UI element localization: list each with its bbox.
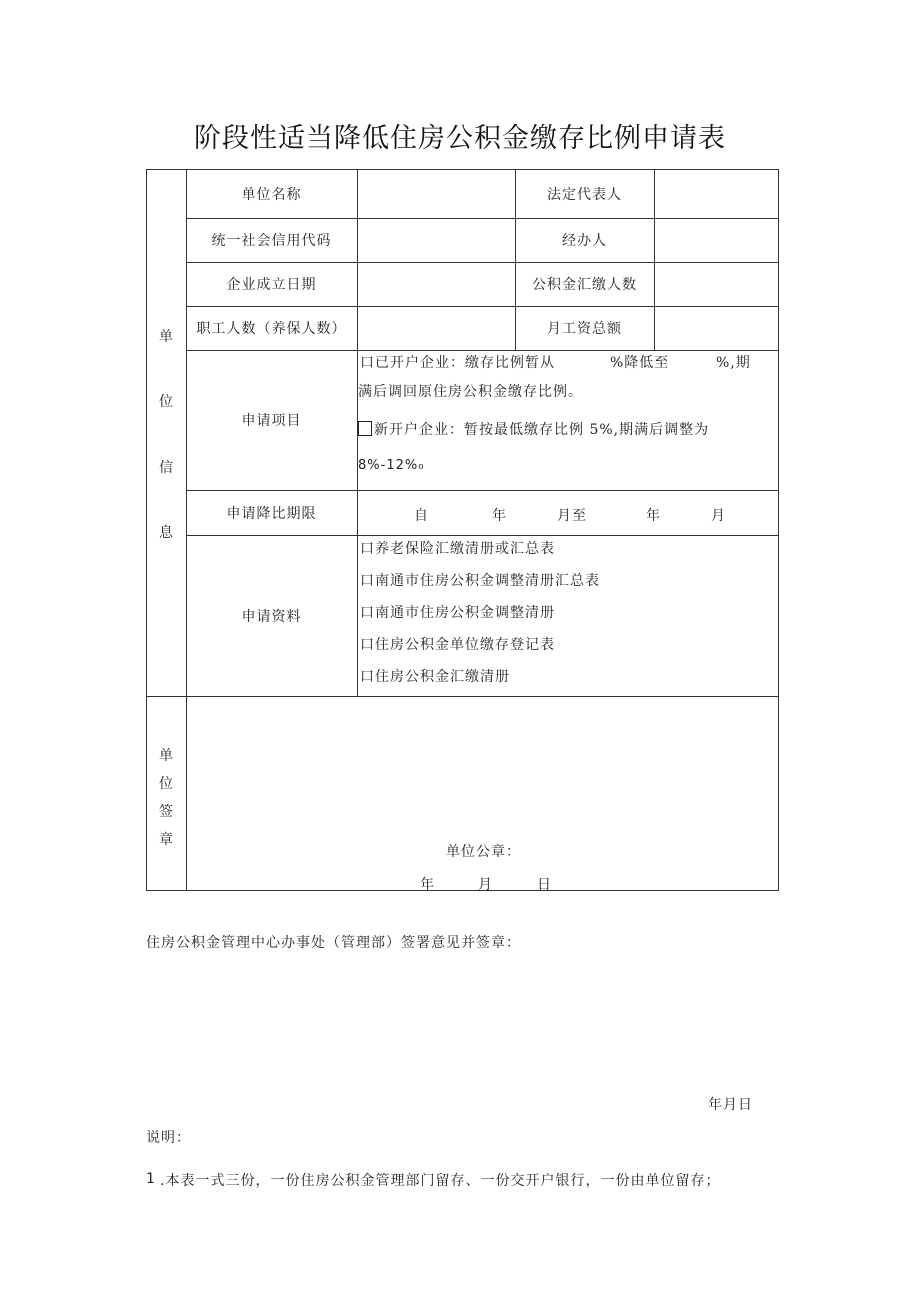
material-item[interactable]: 口养老保险汇缴清册或汇总表 <box>360 541 555 557</box>
option-existing-text-line2: 满后调回原住房公积金缴存比例。 <box>358 384 583 400</box>
side-char: 单 <box>159 748 173 764</box>
option-new-text-line2: 8%-12%₀ <box>358 458 425 473</box>
establish-date-field[interactable] <box>357 262 515 306</box>
side-char: 信 <box>159 460 173 476</box>
checkbox-icon[interactable] <box>358 421 372 436</box>
unit-name-field[interactable] <box>357 169 515 218</box>
fund-payer-count-field[interactable] <box>654 262 779 306</box>
side-char: 章 <box>159 832 173 848</box>
side-char: 息 <box>159 525 173 541</box>
office-opinion-date: 年月日 <box>708 1097 753 1113</box>
sign-month: 月 <box>478 877 493 893</box>
label-apply-item: 申请项目 <box>241 413 302 429</box>
label-handler: 经办人 <box>562 233 607 249</box>
divider <box>146 696 779 697</box>
side-char: 位 <box>159 394 173 410</box>
handler-field[interactable] <box>654 218 779 262</box>
form-title: 阶段性适当降低住房公积金缴存比例申请表 <box>194 123 726 154</box>
period-month-to: 月至 <box>557 508 587 524</box>
label-credit-code: 统一社会信用代码 <box>211 233 332 249</box>
notes-title: 说明： <box>146 1130 191 1146</box>
side-char: 位 <box>159 776 173 792</box>
office-opinion-label: 住房公积金管理中心办事处（管理部）签署意见并签章： <box>146 935 521 951</box>
period-year-1: 年 <box>492 508 507 524</box>
label-period: 申请降比期限 <box>226 505 317 522</box>
side-char: 单 <box>159 329 173 345</box>
label-staff-count: 职工人数（养保人数） <box>196 321 347 337</box>
period-from: 自 <box>414 508 429 524</box>
period-month-2: 月 <box>711 508 726 524</box>
label-legal-representative: 法定代表人 <box>547 186 622 203</box>
sign-year: 年 <box>420 877 435 893</box>
label-monthly-wage-total: 月工资总额 <box>547 321 622 337</box>
sign-day: 日 <box>537 877 552 893</box>
material-item[interactable]: 口住房公积金汇缴清册 <box>360 669 510 685</box>
note-text: .本表一式三份，一份住房公积金管理部门留存、一份交开户银行，一份由单位留存； <box>160 1173 721 1189</box>
unit-seal-label: 单位公章： <box>446 844 521 860</box>
rate-to-suffix: %,期 <box>716 355 751 371</box>
material-item[interactable]: 口南通市住房公积金调整清册 <box>360 605 555 621</box>
option-existing-enterprise[interactable] <box>360 352 555 372</box>
monthly-wage-total-field[interactable] <box>654 306 779 350</box>
note-number: 1 <box>146 1171 156 1187</box>
material-item[interactable]: 口住房公积金单位缴存登记表 <box>360 637 555 653</box>
credit-code-field[interactable] <box>357 218 515 262</box>
rate-from-suffix: %降低至 <box>610 355 670 371</box>
period-year-2: 年 <box>646 508 661 524</box>
option-new-enterprise[interactable] <box>358 419 709 439</box>
option-existing-text: 口已开户企业：缴存比例暂从 <box>360 355 555 371</box>
label-unit-name: 单位名称 <box>241 186 302 203</box>
label-fund-payer-count: 公积金汇缴人数 <box>532 277 637 293</box>
staff-count-field[interactable] <box>357 306 515 350</box>
label-establish-date: 企业成立日期 <box>226 277 317 293</box>
option-new-text: 新开户企业：暂按最低缴存比例 5%,期满后调整为 <box>374 422 710 438</box>
legal-representative-field[interactable] <box>654 169 779 218</box>
side-char: 签 <box>159 804 173 820</box>
material-item[interactable]: 口南通市住房公积金调整清册汇总表 <box>360 573 600 589</box>
label-materials: 申请资料 <box>241 608 302 625</box>
